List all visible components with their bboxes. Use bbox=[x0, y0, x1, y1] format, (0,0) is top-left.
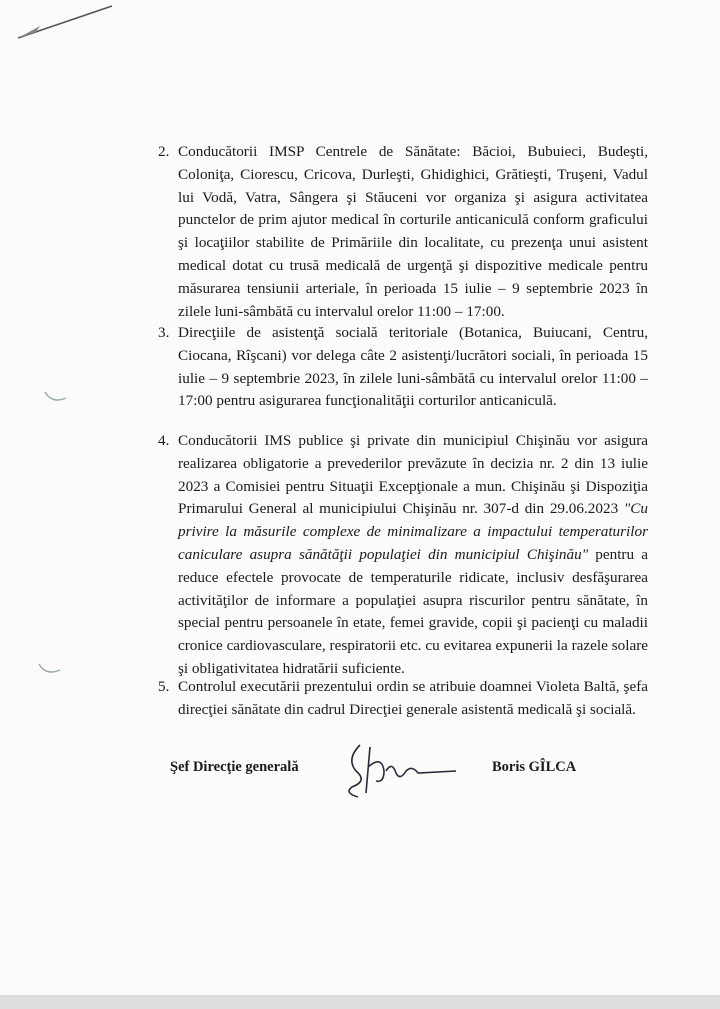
list-item bbox=[158, 322, 648, 413]
item-number: 3. bbox=[158, 324, 170, 341]
item-text: Conducătorii IMSP Centrele de Sănătate: Băcioi, Bubuieci, Budeşti, Coloniţa, Ciorescu, Cricova, Durleşti, Ghidighici, Grătieşti, Truşeni, Vadul lui Vodă, Vatra, Sângera şi Stăuceni vor organiza şi asigura activitatea punctelor de prim ajutor medical în corturile anticaniculă conform graficului şi locaţiilor stabilite de Primăriile din localitate, cu prezenţa unui asistent medical dotat cu trusă medicală de urgenţă şi dispozitive medicale pentru măsurarea tensiunii arteriale, în perioada 15 iulie – 9 septembrie 2023 în zilele luni-sâmbătă cu intervalul orelor 11:00 – 17:00. bbox=[178, 143, 648, 320]
item-text: Direcţiile de asistenţă socială teritoriale (Botanica, Buiucani, Centru, Ciocana, Rîşcani) vor delega câte 2 asistenţi/lucrători sociali, în perioada 15 iulie – 9 septembrie 2023, în zilele luni-sâmbătă cu intervalul orelor 11:00 – 17:00 pentru asigurarea funcţionalităţii corturilor anticaniculă. bbox=[178, 324, 648, 410]
punch-hole-mark bbox=[36, 660, 66, 680]
signature-block bbox=[170, 755, 640, 795]
item-text: Controlul executării prezentului ordin se atribuie doamnei Violeta Baltă, şefa direcţiei sănătate din cadrul Direcţiei generale asistentă medicală şi socială. bbox=[178, 678, 648, 718]
list-item bbox=[158, 676, 648, 722]
item-number: 4. bbox=[158, 432, 170, 449]
punch-hole-mark bbox=[42, 388, 72, 408]
item-number: 2. bbox=[158, 143, 170, 160]
list-item bbox=[158, 141, 648, 323]
bottom-edge-shadow bbox=[0, 995, 720, 1009]
list-item bbox=[158, 430, 648, 681]
item-text: Conducătorii IMS publice şi private din municipiul Chişinău vor asigura realizarea obligatorie a prevederilor prevăzute în decizia nr. 2 din 13 iulie 2023 a Comisiei pentru Situaţii Excepţionale a mun. Chişinău şi Dispoziţia Primarului General al municipiului Chişinău nr. 307-d din 29.06.2023 "Cu privire la măsurile complexe de minimalizare a impactului temperaturilor caniculare asupra sănătăţii populaţiei din municipiul Chişinău" pentru a reduce efectele provocate de temperaturile ridicate, inclusiv desfăşurarea activităţilor de informare a populaţiei asupra riscurilor pentru sănătate, în special pentru persoanele în etate, femei gravide, copii şi pacienţi cu maladii cronice cardiovasculare, respiratorii etc. cu evitarea expunerii la razele solare şi obligativitatea hidratării suficiente. bbox=[178, 432, 648, 677]
signatory-name: Boris GÎLCA bbox=[492, 759, 577, 775]
folded-corner-mark bbox=[0, 0, 130, 50]
item-number: 5. bbox=[158, 678, 170, 695]
signatory-title: Şef Direcţie generală bbox=[170, 759, 299, 775]
quoted-title: "Cu privire la măsurile complexe de minimalizare a impactului temperaturilor caniculare asupra sănătăţii populaţiei din municipiul Chişinău" bbox=[178, 500, 648, 563]
handwritten-signature bbox=[338, 737, 458, 807]
